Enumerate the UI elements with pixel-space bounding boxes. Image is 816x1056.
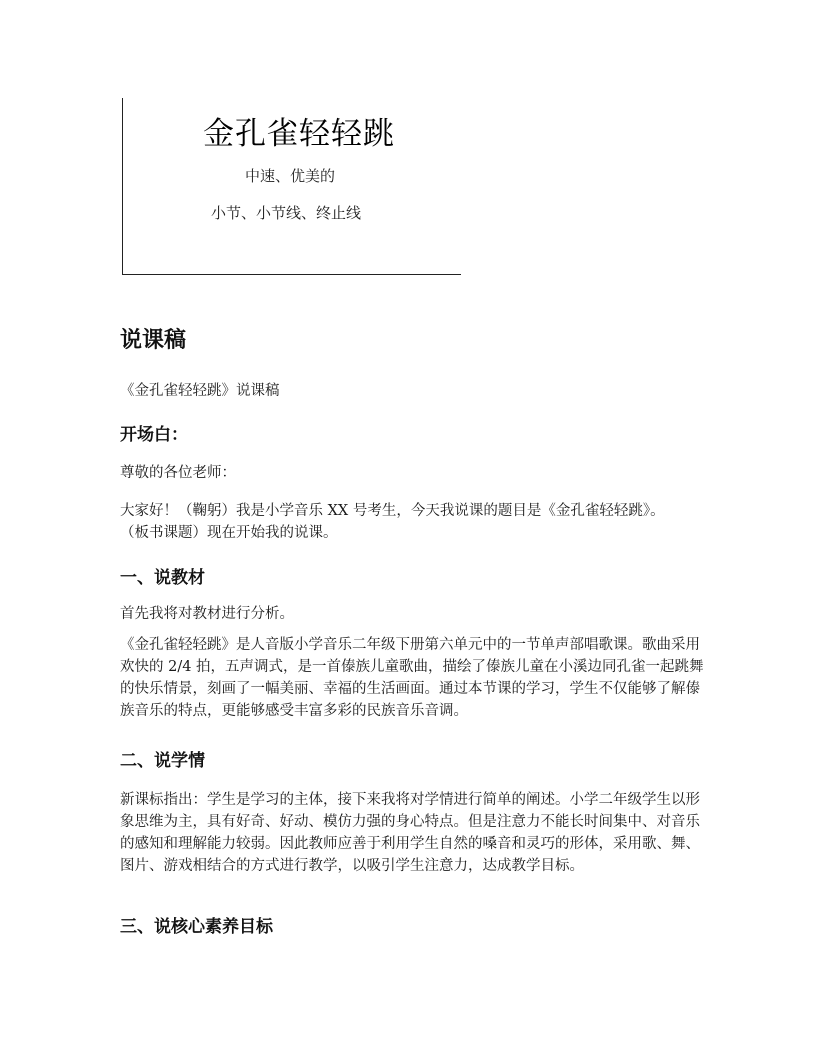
document-title: 说课稿: [120, 328, 187, 353]
board-subtitle: 中速、优美的: [245, 167, 336, 185]
students-heading: 二、说学情: [120, 751, 205, 771]
opening-greeting: 尊敬的各位老师：: [120, 465, 236, 481]
document-subtitle: 《金孔雀轻轻跳》说课稿: [120, 383, 280, 399]
board-terms: 小节、小节线、终止线: [211, 204, 362, 222]
board-title: 金孔雀轻轻跳: [203, 116, 395, 152]
textbook-analysis: 《金孔雀轻轻跳》是人音版小学音乐二年级下册第六单元中的一节单声部唱歌课。歌曲采用欢快的 2/4 拍，五声调式，是一首傣族儿童歌曲，描绘了傣族儿童在小溪边同孔雀一起跳舞的快乐情景，刻画了一幅美丽、幸福的生活画面。通过本节课的学习，学生不仅能够了解傣族音乐的特点，更能够感受丰富多彩的民族音乐音调。: [120, 637, 704, 719]
blackboard-sketch: [122, 98, 461, 275]
opening-intro: 大家好！（鞠躬）我是小学音乐 XX 号考生，今天我说课的题目是《金孔雀轻轻跳》。（板书课题）现在开始我的说课。: [120, 503, 665, 541]
goals-heading: 三、说核心素养目标: [120, 917, 273, 937]
students-analysis: 新课标指出：学生是学习的主体，接下来我将对学情进行简单的阐述。小学二年级学生以形象思维为主，具有好奇、好动、模仿力强的身心特点。但是注意力不能长时间集中、对音乐的感知和理解能力较弱。因此教师应善于利用学生自然的嗓音和灵巧的形体，采用歌、舞、图片、游戏相结合的方式进行教学，以吸引学生注意力，达成教学目标。: [120, 792, 700, 874]
textbook-intro: 首先我将对教材进行分析。: [120, 606, 294, 622]
opening-heading: 开场白：: [120, 425, 188, 445]
textbook-heading: 一、说教材: [120, 568, 205, 588]
